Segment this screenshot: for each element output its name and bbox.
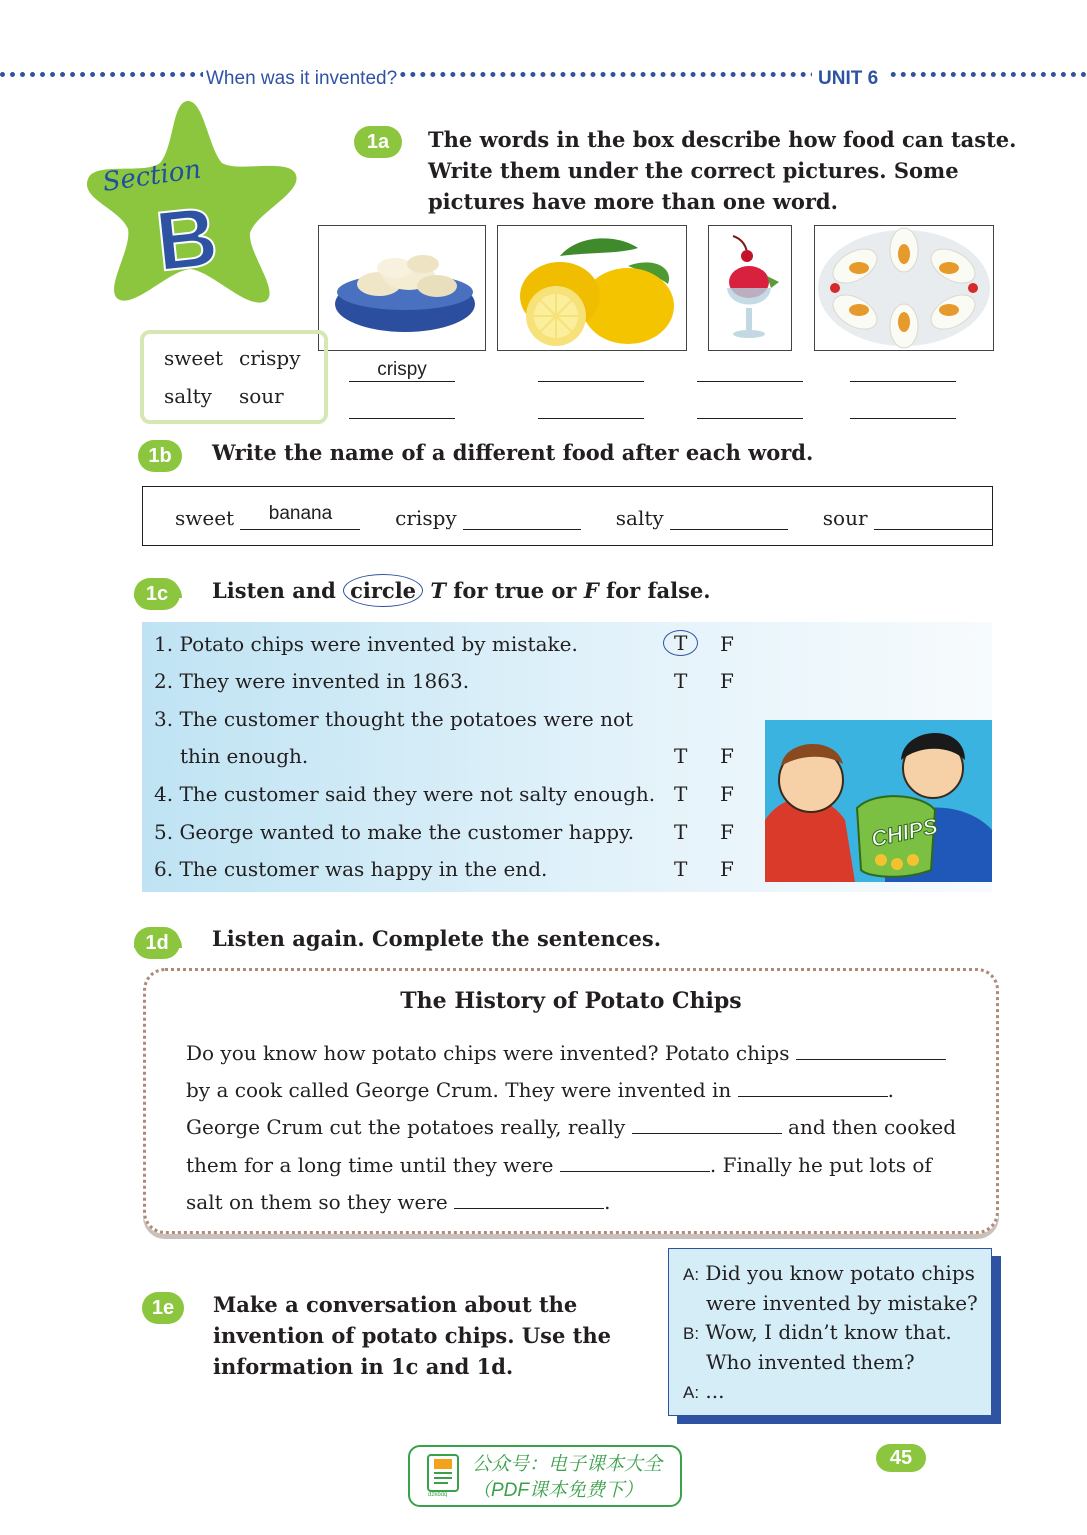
- story-line: [186, 1037, 946, 1065]
- watermark-box: [408, 1445, 682, 1507]
- story-text: . Finally he put lots of: [709, 1153, 932, 1177]
- word-salty: salty: [164, 384, 212, 408]
- answer-blank[interactable]: [538, 359, 644, 382]
- answer-blank[interactable]: [454, 1186, 604, 1209]
- ice-cream-picture: [708, 225, 792, 351]
- word-box: [140, 330, 328, 424]
- answer-blank[interactable]: [697, 359, 803, 382]
- dialogue-text: were invented by mistake?: [706, 1291, 978, 1315]
- instruction-1a: [428, 124, 1016, 217]
- answer-blank[interactable]: [738, 1074, 888, 1097]
- lemons-picture: [497, 225, 687, 351]
- speaker-label: B:: [683, 1324, 700, 1343]
- story-title: The History of Potato Chips: [400, 988, 742, 1014]
- section-word: Section: [100, 154, 203, 198]
- word-label: crispy: [395, 506, 457, 530]
- watermark-line-1: 公众号：电子课本大全: [472, 1454, 663, 1475]
- story-text: Do you know how potato chips were invented? Potato chips: [186, 1041, 790, 1065]
- story-text: .: [887, 1078, 894, 1102]
- story-text: salt on them so they were: [186, 1190, 448, 1214]
- instruction-line: information in 1c and 1d.: [213, 1354, 514, 1379]
- instruction-text: for true or: [453, 578, 577, 603]
- instruction-1d: Listen again. Complete the sentences.: [212, 926, 662, 951]
- story-text: them for a long time until they were: [186, 1153, 554, 1177]
- false-option[interactable]: F: [720, 669, 734, 693]
- conversation-line: [683, 1289, 978, 1318]
- food-answer-box: [142, 486, 993, 546]
- false-option[interactable]: F: [720, 820, 734, 844]
- word-crispy: crispy: [239, 346, 301, 370]
- header-dots: [0, 72, 1087, 83]
- dialogue-text: Who invented them?: [706, 1350, 915, 1374]
- word-label: sour: [822, 506, 868, 530]
- true-option[interactable]: T: [674, 669, 688, 693]
- dialogue-text: Wow, I didn’t know that.: [705, 1320, 952, 1344]
- word-label: sweet: [175, 506, 235, 530]
- story-text: George Crum cut the potatoes really, really: [186, 1115, 626, 1139]
- book-icon: [424, 1453, 464, 1497]
- statement-5: 5. George wanted to make the customer happy.: [154, 820, 635, 844]
- answer-blank[interactable]: [632, 1111, 782, 1134]
- watermark-line-2: （PDF课本免费下）: [472, 1480, 644, 1501]
- instruction-line: invention of potato chips. Use the: [213, 1323, 612, 1348]
- answer-blank[interactable]: crispy: [349, 359, 455, 382]
- conversation-line: [683, 1318, 978, 1348]
- circle-word: circle: [343, 574, 423, 607]
- salted-eggs-picture: [814, 225, 994, 351]
- true-letter: T: [430, 578, 446, 603]
- true-option[interactable]: T: [674, 782, 688, 806]
- story-line: [186, 1186, 610, 1214]
- answer-blank[interactable]: [463, 503, 581, 530]
- badge-1b: 1b: [138, 440, 182, 472]
- instruction-line: Write them under the correct pictures. Some: [428, 158, 959, 183]
- true-option[interactable]: T: [674, 744, 688, 768]
- answer-blank[interactable]: [796, 1037, 946, 1060]
- badge-1e: 1e: [142, 1292, 184, 1324]
- false-option[interactable]: F: [720, 857, 734, 881]
- dialogue-text: ...: [705, 1379, 725, 1403]
- instruction-line: The words in the box describe how food can taste.: [428, 127, 1017, 152]
- boys-with-chips-illustration: [765, 720, 992, 882]
- word-sweet: sweet: [164, 346, 224, 370]
- badge-1c: 1c: [134, 578, 180, 610]
- story-line: [186, 1074, 894, 1102]
- false-option[interactable]: F: [720, 782, 734, 806]
- false-option[interactable]: F: [720, 632, 734, 656]
- instruction-text: for false.: [606, 578, 711, 603]
- instruction-1e: [213, 1289, 611, 1382]
- section-letter: B: [151, 188, 222, 289]
- unit-title: When was it invented?: [203, 68, 400, 90]
- bag-label: CHIPS: [868, 813, 940, 852]
- instruction-line: pictures have more than one word.: [428, 189, 838, 214]
- answer-blank[interactable]: [697, 396, 803, 419]
- story-line: [186, 1149, 932, 1177]
- speaker-label: A:: [683, 1383, 700, 1402]
- word-sour: sour: [239, 384, 284, 408]
- story-line: [186, 1111, 956, 1139]
- false-letter: F: [583, 578, 599, 603]
- true-option[interactable]: T: [663, 630, 698, 656]
- instruction-text: Listen and: [212, 578, 336, 603]
- conversation-line: [683, 1348, 978, 1377]
- statement-1: 1. Potato chips were invented by mistake.: [154, 632, 578, 656]
- conversation-line: [683, 1259, 978, 1289]
- answer-blank[interactable]: banana: [240, 503, 360, 530]
- answer-blank[interactable]: [538, 396, 644, 419]
- potato-chips-picture: [318, 225, 486, 351]
- badge-1a: 1a: [354, 126, 402, 158]
- answer-blank[interactable]: [874, 503, 992, 530]
- unit-label: UNIT 6: [812, 68, 890, 90]
- statement-6: 6. The customer was happy in the end.: [154, 857, 548, 881]
- answer-blank[interactable]: [850, 359, 956, 382]
- false-option[interactable]: F: [720, 744, 734, 768]
- page-number: 45: [876, 1444, 926, 1472]
- true-option[interactable]: T: [674, 857, 688, 881]
- icon-label: dzkbdq: [428, 1492, 448, 1497]
- story-text: by a cook called George Crum. They were invented in: [186, 1078, 732, 1102]
- answer-blank[interactable]: [670, 503, 788, 530]
- instruction-line: Make a conversation about the: [213, 1292, 578, 1317]
- answer-blank[interactable]: [850, 396, 956, 419]
- instruction-1c: [212, 574, 711, 607]
- statement-3-cont: thin enough.: [180, 744, 309, 768]
- true-option[interactable]: T: [674, 820, 688, 844]
- story-text: .: [604, 1190, 611, 1214]
- statement-3: 3. The customer thought the potatoes were not: [154, 707, 634, 731]
- conversation-line: [683, 1377, 978, 1407]
- dialogue-text: Did you know potato chips: [705, 1261, 975, 1285]
- speaker-label: A:: [683, 1265, 700, 1284]
- answer-blank[interactable]: [560, 1149, 710, 1172]
- story-text: and then cooked: [788, 1115, 957, 1139]
- word-label: salty: [615, 506, 664, 530]
- badge-1d: 1d: [134, 927, 180, 959]
- conversation: [683, 1259, 978, 1407]
- section-b-star: [84, 95, 302, 310]
- instruction-1b: Write the name of a different food after each word.: [212, 440, 814, 465]
- statement-4: 4. The customer said they were not salty enough.: [154, 782, 656, 806]
- statement-2: 2. They were invented in 1863.: [154, 669, 470, 693]
- answer-blank[interactable]: [349, 396, 455, 419]
